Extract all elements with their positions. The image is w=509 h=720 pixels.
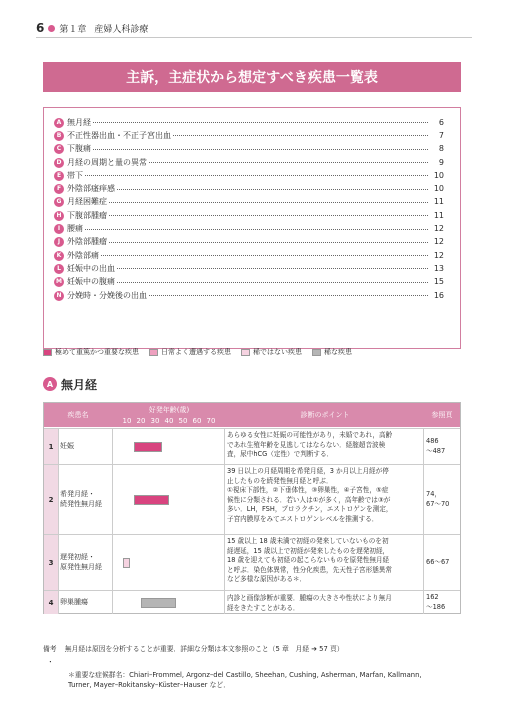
age-bar [134,442,162,452]
syndromes-line: Turner, Mayer–Rokitansky–Küster–Hauser など． [68,681,230,690]
ref-line: 67～70 [426,499,450,508]
leader-dots [149,162,428,163]
legend-item [241,347,302,357]
table-row [44,428,460,464]
letter-badge: I [54,224,64,234]
age-tick: 30 [150,417,160,425]
remark-text: 無月経は原因を分析することが重要．詳細な分類は本文参照のこと（5 章 月経 ➔ 57 頁） [64,645,344,653]
col-ref-header: 参照頁 [431,411,453,419]
point-line: 39 日以上の月経周期を希発月経，3 か月以上月経が停 [227,467,389,475]
toc-label: 外陰部痛 [67,250,99,260]
leader-dots [117,189,428,190]
section-title: 無月経 [61,377,98,392]
ref-line: ～186 [426,602,446,611]
legend-swatch [312,349,321,356]
disease-name-line: 妊娠 [60,441,74,450]
point-line: と呼ぶ．染色体異常，性分化疾患，先天性子宮形態異常 [227,565,392,574]
syndromes-line: ＊重要な症候群名：Chiari–Frommel, Argonz–del Castillo, Sheehan, Cushing, Asherman, Marfan, Kallmann, [68,671,422,679]
point-line: 経をきたすことがある． [227,603,300,612]
age-header-label: 好発年齢(歳) [148,406,190,414]
toc-label: 帯下 [67,170,83,180]
letter-badge: D [54,158,64,168]
age-tick: 10 [122,417,132,425]
leader-dots [117,268,428,269]
point-line: 内診と画像診断が重要．腫瘍の大きさや性状により無月 [227,594,392,602]
table-row [44,534,460,590]
legend-label: 稀な疾患 [324,348,352,356]
point-line: ①視床下部性，②下垂体性，③卵巣性，④子宮性，⑤症 [227,486,389,495]
letter-badge: B [54,131,64,141]
toc-item[interactable] [54,129,444,142]
remark-label: 備考 [43,645,57,653]
page-number: 6 [36,21,45,35]
toc-item[interactable] [54,143,444,156]
leader-dots [117,282,428,283]
diagnosis-point [227,430,421,460]
toc-label: 妊娠中の出血 [67,263,115,273]
toc-item[interactable] [54,276,444,289]
age-bar [134,495,169,505]
leader-dots [85,229,428,230]
reference-pages [426,429,460,464]
section-letter-badge: A [43,377,57,391]
point-line: あらゆる女性に妊娠の可能性があり，未婚であれ，高齢 [227,431,393,439]
ref-line: 486 [426,436,439,445]
toc-item[interactable] [54,182,444,195]
toc-page: 7 [438,130,444,140]
page-title: 主訴，主症状から想定すべき疾患一覧表 [43,62,461,92]
col-disease-header: 疾患名 [67,411,89,419]
leader-dots [93,122,428,123]
toc-page: 10 [433,170,444,180]
toc-item[interactable] [54,236,444,249]
row-number: 4 [44,591,58,614]
toc-label: 分娩時・分娩後の出血 [67,290,147,300]
disease-name [60,465,112,534]
toc-label: 月経の周期と量の異常 [67,157,147,167]
legend-item [312,347,352,357]
legend-label: 極めて重篤かつ重要な疾患 [55,348,139,356]
leader-dots [173,135,428,136]
toc-page: 16 [433,290,444,300]
toc-item[interactable] [54,262,444,275]
diagnosis-point [227,536,421,585]
ref-line: 66～67 [426,557,450,566]
disease-name [60,535,112,590]
disease-name-line: 原発性無月経 [60,562,102,571]
toc-page: 9 [438,157,444,167]
chapter-label: 第１章 [59,24,87,35]
legend-swatch [241,349,250,356]
toc-label: 下腹痛 [67,144,91,154]
point-line: など多様な原因がある＊． [227,575,307,584]
point-line: 子宮内膜厚をみてエストロゲンレベルを推測する． [227,514,379,523]
note-remark [43,644,463,654]
point-line: 15 歳以上 18 歳未満で初経の発来していないものを初 [227,537,389,545]
leader-dots [93,149,428,150]
leader-dots [109,215,428,216]
header-rule [36,37,472,38]
legend-item [43,347,139,357]
toc-item[interactable] [54,156,444,169]
letter-badge: E [54,171,64,181]
leader-dots [85,175,428,176]
letter-badge: F [54,184,64,194]
legend-label: 日常よく遭遇する疾患 [161,348,231,356]
section-heading [43,376,97,392]
reference-pages [426,591,460,614]
reference-pages [426,465,460,534]
legend-label: 稀ではない疾患 [253,348,302,356]
letter-badge: M [54,277,64,287]
age-bar [123,558,130,568]
toc-page: 11 [433,197,444,207]
note-syndromes [68,670,464,690]
toc-page: 10 [433,184,444,194]
note-dot: ・ [47,658,54,666]
disease-name [60,429,112,464]
letter-badge: G [54,197,64,207]
table-row [44,464,460,534]
letter-badge: A [54,118,64,128]
toc-page: 12 [433,250,444,260]
disease-name-line: 続発性無月経 [60,499,102,508]
legend-swatch [43,349,52,356]
letter-badge: N [54,291,64,301]
legend [43,346,473,358]
letter-badge: L [54,264,64,274]
toc-item[interactable] [54,289,444,302]
toc-item[interactable] [54,209,444,222]
table-header [44,403,460,427]
point-line: 止したものを続発性無月経と呼ぶ． [227,476,333,485]
toc-page: 13 [433,263,444,273]
leader-dots [101,255,428,256]
toc-label: 外陰部瘙痒感 [67,184,115,194]
leader-dots [109,242,428,243]
point-line: 査，尿中hCG（定性）で判断する． [227,450,334,459]
letter-badge: J [54,237,64,247]
legend-item [149,347,231,357]
toc-label: 妊娠中の腹痛 [67,277,115,287]
ref-line: 162 [426,592,439,601]
diagnosis-point [227,466,421,524]
row-number: 2 [44,465,58,534]
letter-badge: C [54,144,64,154]
bullet-icon [48,25,55,32]
toc-item[interactable] [54,196,444,209]
col-point-header: 診断のポイント [300,411,350,419]
disease-table [43,402,461,614]
toc-box [43,107,461,349]
toc-label: 外陰部腫瘤 [67,237,107,247]
toc-label: 無月経 [67,117,91,127]
toc-item[interactable] [54,169,444,182]
age-tick: 70 [206,417,216,425]
chapter-title: 産婦人科診療 [94,24,149,35]
toc-item[interactable] [54,222,444,235]
age-ticks [120,417,218,425]
disease-name [60,591,112,614]
toc-page: 11 [433,210,444,220]
toc-page: 6 [438,117,444,127]
toc-label: 月経困難症 [67,197,107,207]
reference-pages [426,535,460,590]
ref-line: 74， [426,489,441,498]
row-number: 1 [44,429,58,464]
point-line: 候性に分類される．若い人は①が多く，高年齢では③が [227,495,391,504]
age-tick: 40 [164,417,174,425]
diagnosis-point [227,593,421,613]
toc-label: 不正性器出血・不正子宮出血 [67,130,171,140]
point-line: 経遅延，15 歳以上で初経が発来したものを遅発初経， [227,546,390,555]
letter-badge: K [54,251,64,261]
age-bar [141,598,176,608]
toc-item[interactable] [54,116,444,129]
age-tick: 20 [136,417,146,425]
letter-badge: H [54,211,64,221]
toc-page: 15 [433,277,444,287]
point-line: 多い．LH，FSH，プロラクチン，エストロゲンを測定， [227,505,393,514]
toc-page: 8 [438,144,444,154]
point-line: であれ生殖年齢を見逃してはならない．経腟超音波検 [227,440,386,449]
toc-page: 12 [433,237,444,247]
col-age-header [114,403,224,427]
age-tick: 60 [192,417,202,425]
toc-label: 下腹部腫瘤 [67,210,107,220]
row-number: 3 [44,535,58,590]
running-header [36,20,472,36]
leader-dots [109,202,428,203]
leader-dots [149,295,428,296]
disease-name-line: 卵巣腫瘍 [60,597,88,606]
toc-page: 12 [433,224,444,234]
table-row [44,590,460,614]
toc-item[interactable] [54,249,444,262]
toc-label: 腰痛 [67,224,83,234]
disease-name-line: 遅発初経・ [60,552,95,561]
ref-line: ～487 [426,446,446,455]
point-line: 18 歳を迎えても初経の起こらないものを原発性無月経 [227,556,390,565]
disease-name-line: 希発月経・ [60,489,95,498]
age-tick: 50 [178,417,188,425]
legend-swatch [149,349,158,356]
